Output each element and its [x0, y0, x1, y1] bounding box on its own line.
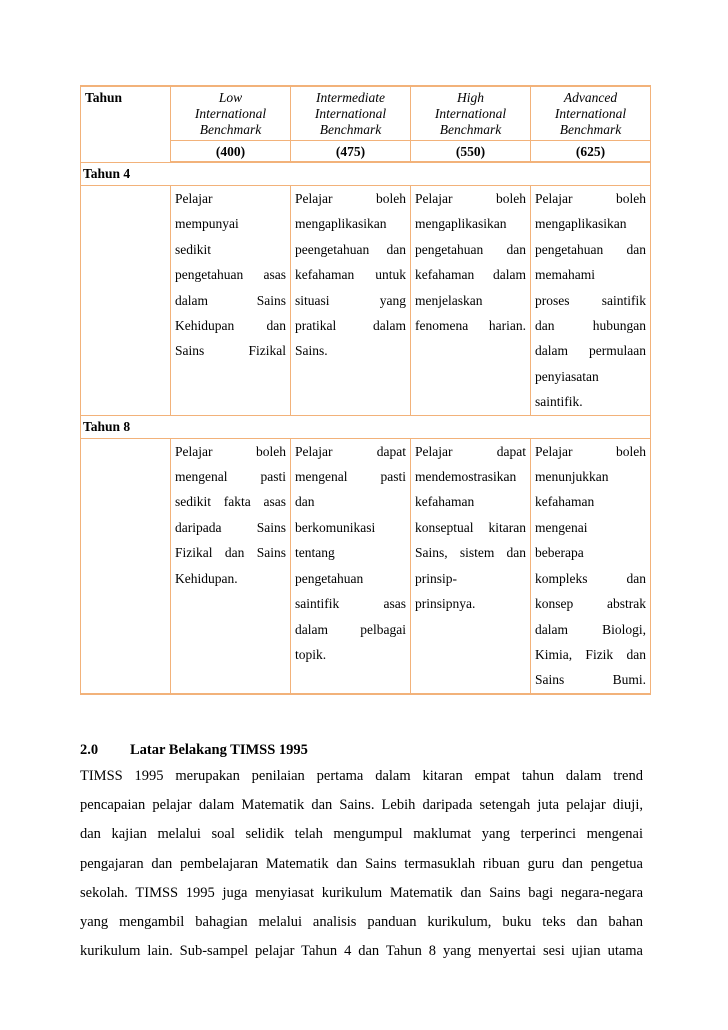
score-high: (550): [411, 141, 531, 163]
cell-line: mengenai: [535, 519, 588, 535]
desc-cell: [171, 438, 291, 694]
desc-cell: [411, 438, 531, 694]
table-row: [81, 438, 651, 694]
group-label: Tahun 8: [81, 415, 651, 438]
paragraph-line: kurikulum lain. Sub-sampel pelajar Tahun 4 dan Tahun 8 yang menyertai sesi ujian utama: [80, 943, 643, 960]
desc-cell: [531, 186, 651, 416]
cell-line: mengaplikasikan: [415, 216, 507, 232]
header-benchmark-intermediate: Intermediate International Benchmark: [291, 86, 411, 141]
score-low: (400): [171, 141, 291, 163]
cell-line: pengetahuan asas: [175, 267, 286, 283]
section-paragraph: [80, 762, 643, 966]
cell-line: situasi yang: [295, 292, 406, 308]
paragraph-line: TIMSS 1995 merupakan penilaian pertama dalam kitaran empat tahun dalam trend: [80, 768, 643, 784]
cell-line: Pelajar dapat: [295, 443, 406, 459]
cell-line: sedikit: [175, 241, 211, 257]
cell-line: Pelajar boleh: [535, 191, 646, 206]
cell-line: Pelajar boleh: [415, 191, 526, 206]
cell-line: pengetahuan: [295, 570, 364, 586]
group-row-tahun-4: [81, 162, 651, 186]
cell-line: kefahaman untuk: [295, 267, 406, 283]
cell-line: dan hubungan: [535, 318, 646, 334]
cell-line: pratikal dalam: [295, 318, 406, 334]
cell-line: menjelaskan: [415, 292, 483, 308]
desc-cell: [411, 186, 531, 416]
cell-line: mempunyai: [175, 216, 239, 232]
benchmark-table: [80, 85, 651, 695]
cell-line: Kehidupan dan: [175, 318, 286, 334]
cell-line: Pelajar boleh: [175, 443, 286, 459]
cell-line: dan: [295, 494, 315, 510]
cell-line: dalam Sains: [175, 292, 286, 308]
desc-cell: [291, 438, 411, 694]
cell-line: Pelajar boleh: [535, 443, 646, 459]
cell-line: Pelajar dapat: [415, 443, 526, 459]
cell-line: Kehidupan.: [175, 570, 238, 586]
cell-line: mengaplikasikan: [535, 216, 627, 232]
cell-line: Sains Bumi.: [535, 672, 646, 688]
cell-line: mendemostrasikan: [415, 469, 517, 485]
cell-line: berkomunikasi: [295, 519, 376, 535]
cell-line: kefahaman: [415, 494, 475, 510]
table-row: [81, 186, 651, 416]
cell-line: daripada Sains: [175, 519, 286, 535]
cell-line: dalam Biologi,: [535, 621, 646, 637]
cell-line: kefahaman: [535, 494, 595, 510]
desc-cell: [531, 438, 651, 694]
cell-line: beberapa: [535, 545, 584, 561]
header-benchmark-low: Low International Benchmark: [171, 86, 291, 141]
cell-line: pengetahuan dan: [535, 241, 646, 257]
cell-line: pengetahuan dan: [415, 241, 526, 257]
group-label: Tahun 4: [81, 162, 651, 186]
cell-line: Fizikal dan Sains: [175, 545, 286, 561]
cell-line: memahami: [535, 267, 595, 283]
cell-line: Sains Fizikal: [175, 343, 286, 359]
cell-line: dalam permulaan: [535, 343, 646, 359]
cell-line: menunjukkan: [535, 469, 609, 485]
paragraph-line: sekolah. TIMSS 1995 juga menyiasat kurikulum Matematik dan Sains bagi negara-negara: [80, 884, 643, 901]
cell-line: mengenal pasti: [295, 469, 406, 485]
cell-line: Sains.: [295, 343, 328, 359]
paragraph-line: pengajaran dan pembelajaran Matematik dan Sains termasuklah ribuan guru dan pengetua: [80, 855, 643, 872]
benchmark-table-wrapper: [80, 85, 650, 695]
cell-line: peengetahuan dan: [295, 241, 406, 257]
cell-line: Pelajar: [175, 191, 213, 206]
paragraph-line: dan kajian melalui soal selidik telah mengumpul maklumat yang terperinci mengenai: [80, 826, 643, 843]
score-intermediate: (475): [291, 141, 411, 163]
cell-line: prinsipnya.: [415, 596, 476, 612]
paragraph-line: yang mengambil bahagian melalui analisis panduan kurikulum, buku teks dan bahan: [80, 914, 643, 931]
section-heading: [80, 738, 643, 762]
cell-line: fenomena harian.: [415, 318, 526, 334]
cell-line: konseptual kitaran: [415, 519, 526, 535]
group-row-tahun-8: [81, 415, 651, 438]
desc-cell: [171, 186, 291, 416]
empty-cell: [81, 438, 171, 694]
cell-line: penyiasatan: [535, 368, 599, 384]
cell-line: mengenal pasti: [175, 469, 286, 485]
cell-line: saintifik asas: [295, 596, 406, 612]
cell-line: topik.: [295, 646, 327, 662]
paragraph-line: pencapaian pelajar dalam Matematik dan Sains. Lebih daripada setengah juta pelajar diuji,: [80, 797, 643, 814]
cell-line: Sains, sistem dan: [415, 545, 526, 561]
header-benchmark-advanced: Advanced International Benchmark: [531, 86, 651, 141]
cell-line: sedikit fakta asas: [175, 494, 286, 510]
cell-line: prinsip-: [415, 570, 457, 586]
cell-line: Pelajar boleh: [295, 191, 406, 206]
cell-line: kompleks dan: [535, 570, 646, 586]
desc-cell: [291, 186, 411, 416]
cell-line: konsep abstrak: [535, 596, 646, 612]
section-number: 2.0: [80, 742, 99, 758]
empty-cell: [81, 186, 171, 416]
section-2-0: [80, 738, 643, 966]
cell-line: dalam pelbagai: [295, 621, 406, 637]
cell-line: mengaplikasikan: [295, 216, 387, 232]
cell-line: Kimia, Fizik dan: [535, 646, 646, 662]
cell-line: proses saintifik: [535, 292, 646, 308]
cell-line: tentang: [295, 545, 335, 561]
cell-line: kefahaman dalam: [415, 267, 526, 283]
score-advanced: (625): [531, 141, 651, 163]
cell-line: saintifik.: [535, 394, 583, 410]
header-tahun: Tahun: [81, 86, 171, 162]
header-benchmark-high: High International Benchmark: [411, 86, 531, 141]
section-title: Latar Belakang TIMSS 1995: [130, 742, 308, 758]
table-header-row: [81, 86, 651, 141]
